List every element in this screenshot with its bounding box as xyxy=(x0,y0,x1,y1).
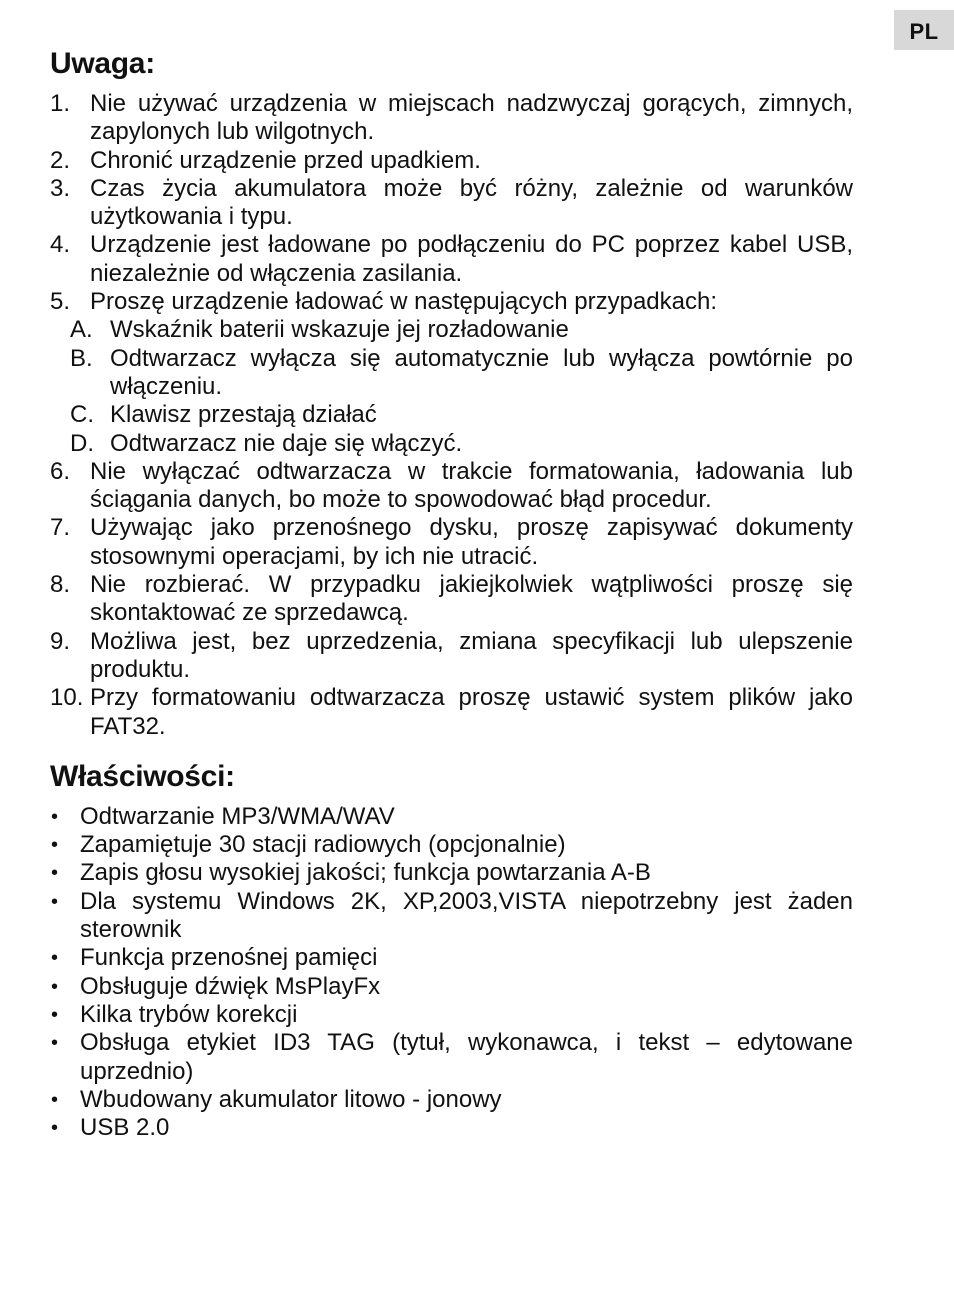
item-number: 10. xyxy=(50,684,84,712)
bullet-icon: • xyxy=(51,1003,59,1026)
bullet-icon: • xyxy=(51,834,59,857)
feature-text: USB 2.0 xyxy=(80,1114,170,1142)
item-number: 6. xyxy=(50,457,71,485)
feature-item xyxy=(50,944,853,972)
feature-item xyxy=(50,831,853,859)
charging-case-a xyxy=(50,316,853,344)
bullet-icon: • xyxy=(51,805,59,828)
warning-list-continued xyxy=(50,458,853,741)
feature-item xyxy=(50,803,853,831)
features-heading: Właściwości: xyxy=(50,759,235,793)
bullet-icon: • xyxy=(51,862,59,885)
feature-item xyxy=(50,888,853,945)
item-text: Proszę urządzenie ładować w następujących przypadkach: xyxy=(90,288,718,316)
feature-text: Obsługuje dźwięk MsPlayFx xyxy=(80,972,381,1000)
language-tab: PL xyxy=(894,10,954,50)
item-number: 8. xyxy=(50,571,71,599)
item-number: 7. xyxy=(50,514,71,542)
item-text: Czas życia akumulatora może być różny, zależnie od warunków użytkowania i typu. xyxy=(90,174,853,231)
feature-item xyxy=(50,1114,853,1142)
item-text: Chronić urządzenie przed upadkiem. xyxy=(90,146,481,174)
warning-item-2 xyxy=(50,147,853,175)
charging-case-b xyxy=(50,345,853,402)
warning-item-1 xyxy=(50,90,853,147)
item-text: Możliwa jest, bez uprzedzenia, zmiana specyfikacji lub ulepszenie produktu. xyxy=(90,627,853,683)
warning-item-10 xyxy=(50,684,853,741)
warning-item-3 xyxy=(50,175,853,232)
feature-text: Zapamiętuje 30 stacji radiowych (opcjonalnie) xyxy=(80,831,566,859)
feature-text: Obsługa etykiet ID3 TAG (tytuł, wykonawca, i tekst – edytowane uprzednio) xyxy=(80,1029,853,1085)
feature-text: Odtwarzanie MP3/WMA/WAV xyxy=(80,802,395,830)
warning-item-4 xyxy=(50,231,853,288)
warning-item-5 xyxy=(50,288,853,316)
charging-case-c xyxy=(50,401,853,429)
item-letter: B. xyxy=(70,344,93,372)
feature-item xyxy=(50,1001,853,1029)
bullet-icon: • xyxy=(51,1032,59,1055)
warning-heading: Uwaga: xyxy=(50,47,155,80)
features-list xyxy=(50,803,853,1143)
feature-text: Funkcja przenośnej pamięci xyxy=(80,944,378,972)
item-text: Odtwarzacz wyłącza się automatycznie lub wyłącza powtórnie po włączeniu. xyxy=(110,344,853,400)
charging-cases-list xyxy=(50,316,853,457)
warning-item-8 xyxy=(50,571,853,628)
item-number: 1. xyxy=(50,90,71,117)
item-number: 4. xyxy=(50,231,71,259)
item-letter: C. xyxy=(70,401,94,429)
item-text: Nie rozbierać. W przypadku jakiejkolwiek wątpliwości proszę się skontaktować ze sprzedawcą. xyxy=(90,571,853,627)
feature-item xyxy=(50,1086,853,1114)
bullet-icon: • xyxy=(51,975,59,998)
item-number: 9. xyxy=(50,627,71,655)
item-number: 2. xyxy=(50,146,71,174)
item-text: Przy formatowaniu odtwarzacza proszę ustawić system plików jako FAT32. xyxy=(90,684,853,740)
item-text: Nie wyłączać odtwarzacza w trakcie formatowania, ładowania lub ściągania danych, bo może to spowodować błąd procedur. xyxy=(90,457,853,514)
feature-text: Dla systemu Windows 2K, XP,2003,VISTA niepotrzebny jest żaden sterownik xyxy=(80,887,853,944)
warning-list xyxy=(50,90,853,316)
bullet-icon: • xyxy=(51,890,59,913)
feature-text: Wbudowany akumulator litowo - jonowy xyxy=(80,1085,502,1113)
feature-text: Kilka trybów korekcji xyxy=(80,1000,298,1028)
item-number: 3. xyxy=(50,174,71,202)
item-text: Nie używać urządzenia w miejscach nadzwyczaj gorących, zimnych, zapylonych lub wilgotnych. xyxy=(90,90,853,146)
bullet-icon: • xyxy=(51,1117,59,1140)
charging-case-d xyxy=(50,430,853,458)
warning-item-6 xyxy=(50,458,853,515)
warning-item-9 xyxy=(50,628,853,685)
item-text: Wskaźnik baterii wskazuje jej rozładowanie xyxy=(110,316,569,344)
item-letter: A. xyxy=(70,316,93,344)
item-text: Urządzenie jest ładowane po podłączeniu do PC poprzez kabel USB, niezależnie od włączenia zasilania. xyxy=(90,231,853,287)
item-text: Odtwarzacz nie daje się włączyć. xyxy=(110,429,463,457)
bullet-icon: • xyxy=(51,1088,59,1111)
warning-item-7 xyxy=(50,514,853,571)
item-letter: D. xyxy=(70,429,94,457)
feature-text: Zapis głosu wysokiej jakości; funkcja powtarzania A-B xyxy=(80,859,651,887)
feature-item xyxy=(50,1029,853,1086)
item-number: 5. xyxy=(50,288,71,316)
bullet-icon: • xyxy=(51,947,59,970)
item-text: Klawisz przestają działać xyxy=(110,401,377,429)
item-text: Używając jako przenośnego dysku, proszę zapisywać dokumenty stosownymi operacjami, by ich nie utracić. xyxy=(90,514,853,570)
feature-item xyxy=(50,859,853,887)
page-content xyxy=(50,44,853,1142)
feature-item xyxy=(50,973,853,1001)
